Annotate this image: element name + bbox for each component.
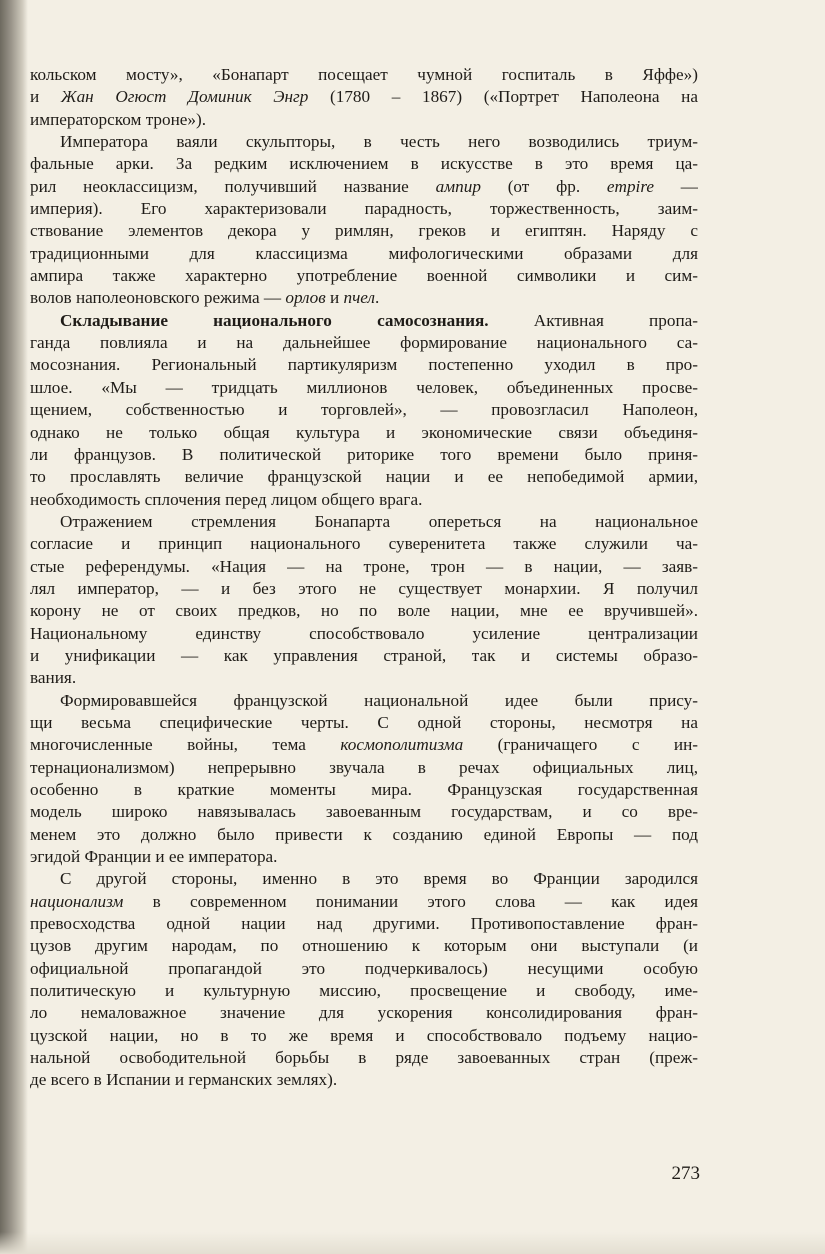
text-line: кольском мосту», «Бонапарт посещает чумной госпиталь в Яффе») bbox=[30, 65, 698, 84]
text-line: цузов другим народам, по отношению к которым они выступали (и bbox=[30, 936, 698, 956]
text-line: ствование элементов декора у римлян, греков и египтян. Наряду с bbox=[30, 221, 698, 241]
text-line: национализм в современном понимании этого слова — как идея bbox=[30, 891, 698, 911]
term-empire: empire bbox=[606, 176, 655, 196]
text-line: ли французов. В политической риторике того времени было приня- bbox=[30, 444, 698, 464]
text-line: традиционными для классицизма мифологическими образами для bbox=[30, 243, 698, 263]
text-line: корону не от своих предков, но по воле нации, мне ее вручившей». bbox=[30, 601, 698, 621]
text-line: и Жан Огюст Доминик Энгр (1780 – 1867) («Портрет Наполеона на bbox=[30, 87, 698, 107]
term-cosmopolitanism: космополитизма bbox=[340, 735, 464, 755]
text-line: политическую и культурную миссию, просвещение и свободу, име- bbox=[30, 981, 698, 1001]
text-line: Отражением стремления Бонапарта опереться на национальное bbox=[60, 511, 698, 531]
text-line: империя). Его характеризовали парадность, торжественность, заим- bbox=[30, 199, 698, 219]
text-line: стые референдумы. «Нация — на троне, трон — в нации, — заяв- bbox=[30, 556, 698, 576]
text-line: необходимость сплочения перед лицом общего врага. bbox=[30, 489, 423, 509]
page-bottom-edge bbox=[0, 1232, 825, 1254]
text-line: рил неоклассицизм, получивший название ампир (от фр. empire — bbox=[30, 176, 698, 196]
text-line: мосознания. Региональный партикуляризм постепенно уходил в про- bbox=[30, 355, 698, 375]
text-line: и унификации — как управления страной, так и системы образо- bbox=[30, 645, 698, 665]
text-line: однако не только общая культура и экономические связи объединя- bbox=[30, 422, 698, 442]
text-line: эгидой Франции и ее императора. bbox=[30, 847, 278, 867]
artist-name: Жан Огюст Доминик Энгр bbox=[60, 87, 309, 107]
text-line: нальной освободительной борьбы в ряде завоеванных стран (преж- bbox=[30, 1048, 698, 1068]
section-heading: Складывание национального самосознания. bbox=[60, 310, 489, 330]
text-line: Императора ваяли скульпторы, в честь него возводились триум- bbox=[60, 132, 698, 152]
term-nationalism: национализм bbox=[30, 891, 124, 911]
text-line: ампира также характерно употребление военной символики и сим- bbox=[30, 266, 698, 286]
text-line: волов наполеоновского режима — орлов и пчел. bbox=[30, 288, 380, 308]
term-ampir: ампир bbox=[435, 176, 481, 196]
text-line: де всего в Испании и германских землях). bbox=[30, 1070, 338, 1090]
text-line: Национальному единству способствовало усиление централизации bbox=[30, 623, 698, 643]
text-line: императорском троне»). bbox=[30, 109, 207, 129]
text-line: лял император, — и без этого не существует монархии. Я получил bbox=[30, 578, 698, 598]
text-line: ганда повлияла и на дальнейшее формирование национального са- bbox=[30, 333, 698, 353]
page-number: 273 bbox=[671, 1163, 700, 1184]
text-line: официальной пропагандой это подчеркивалось) несущими особую bbox=[30, 958, 698, 978]
text-line: вания. bbox=[30, 668, 77, 688]
text-line: менем это должно было привести к созданию единой Европы — под bbox=[30, 824, 698, 844]
body-text bbox=[30, 64, 698, 1092]
text-line: многочисленные войны, тема космополитизма (граничащего с ин- bbox=[30, 735, 698, 755]
text-line: Формировавшейся французской национальной идее были прису- bbox=[60, 690, 698, 710]
text-line: ло немаловажное значение для ускорения консолидирования фран- bbox=[30, 1003, 698, 1023]
text-line: тернационализмом) непрерывно звучала в речах официальных лиц, bbox=[30, 757, 698, 777]
text-line: фальные арки. За редким исключением в искусстве в это время ца- bbox=[30, 154, 698, 174]
book-gutter-shadow bbox=[0, 0, 28, 1254]
text-line: С другой стороны, именно в это время во Франции зародился bbox=[60, 869, 698, 889]
text-line: превосходства одной нации над другими. Противопоставление фран- bbox=[30, 914, 698, 934]
text-line: щи весьма специфические черты. С одной стороны, несмотря на bbox=[30, 712, 698, 732]
text-line: щением, собственностью и торговлей», — провозгласил Наполеон, bbox=[30, 400, 698, 420]
text-line: модель широко навязывалась завоеванным государствам, и со вре- bbox=[30, 802, 698, 822]
text-line: Складывание национального самосознания. Активная пропа- bbox=[60, 310, 698, 330]
term-bees: пчел bbox=[343, 288, 375, 308]
text-line: то прославлять величие французской нации и ее непобедимой армии, bbox=[30, 467, 698, 487]
term-eagles: орлов bbox=[285, 288, 326, 308]
text-line: согласие и принцип национального суверенитета также служили ча- bbox=[30, 534, 698, 554]
text-line: цузской нации, но в то же время и способствовало подъему нацио- bbox=[30, 1025, 698, 1045]
text-line: шлое. «Мы — тридцать миллионов человек, объединенных просве- bbox=[30, 377, 698, 397]
text-line: особенно в краткие моменты мира. Французская государственная bbox=[30, 780, 698, 799]
